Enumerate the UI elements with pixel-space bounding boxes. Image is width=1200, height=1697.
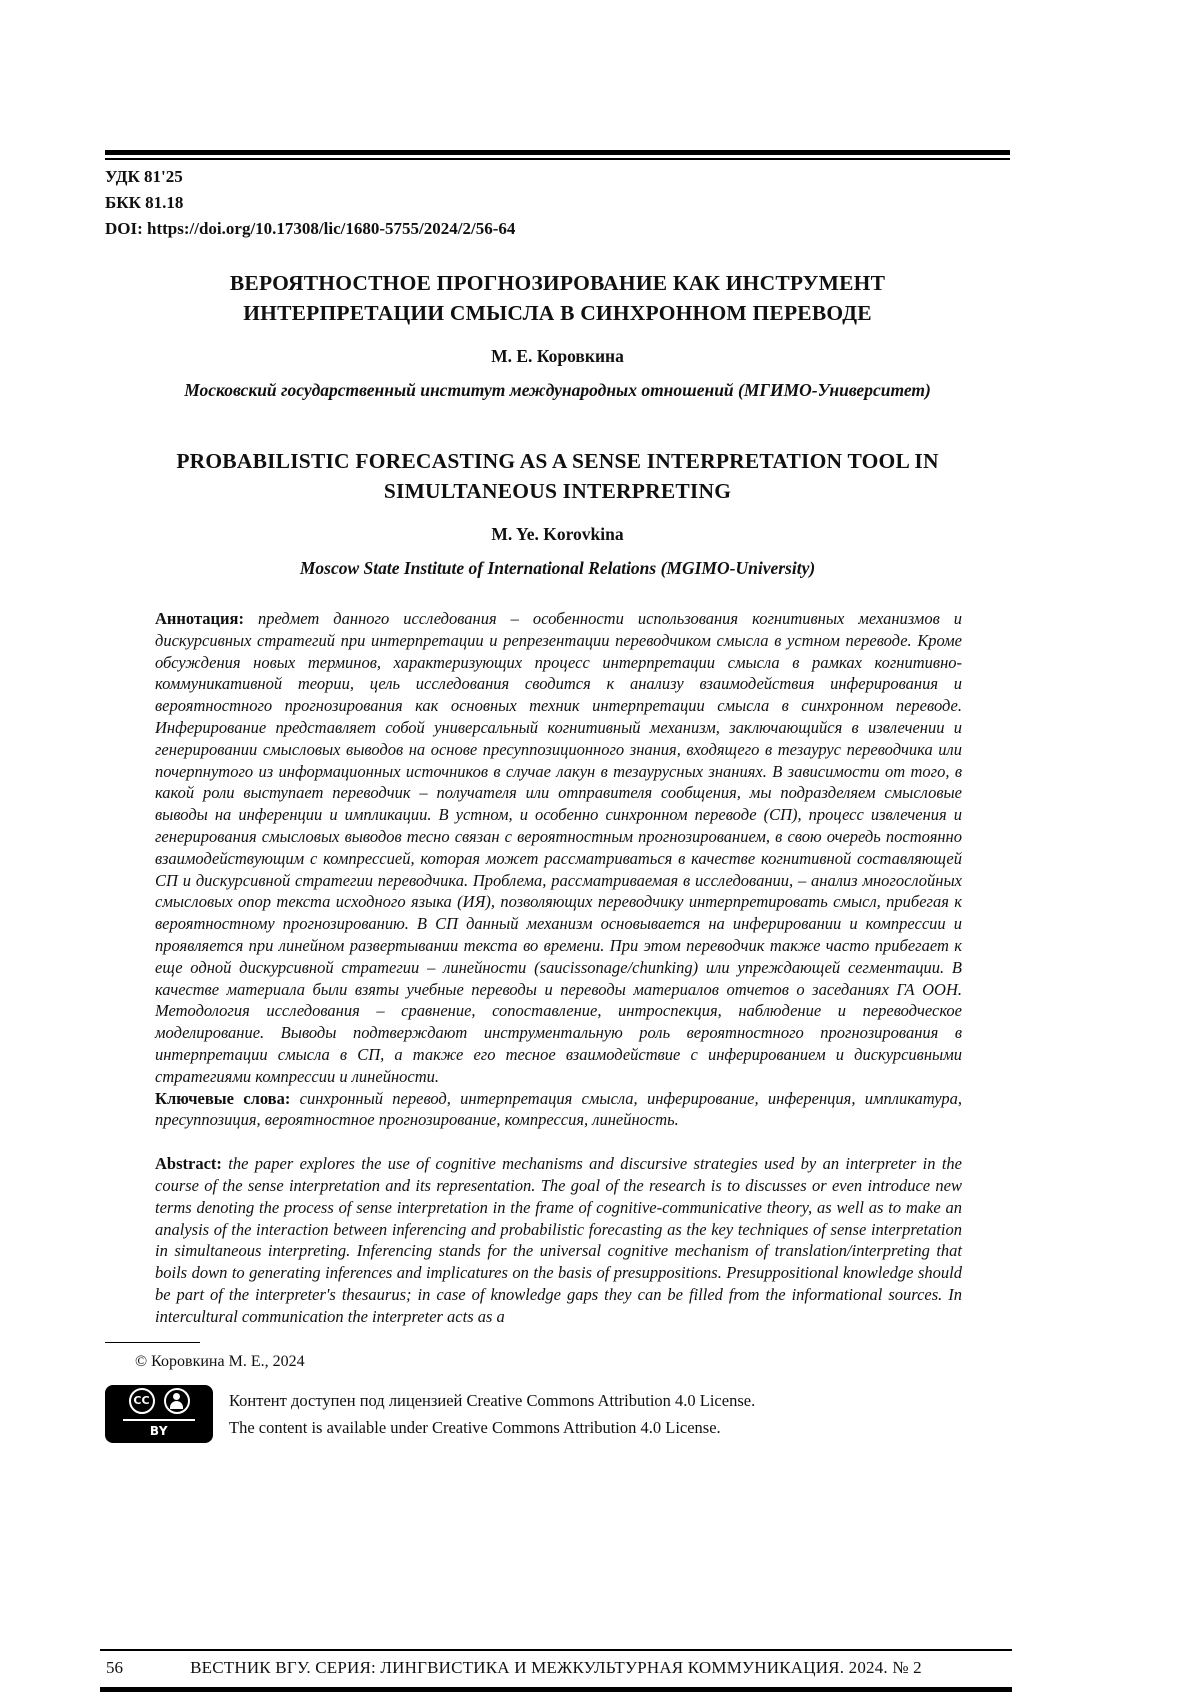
license-text: [229, 1387, 755, 1441]
license-row: [105, 1385, 1010, 1443]
footer-line: [100, 1649, 1012, 1687]
cc-by-badge: [105, 1385, 213, 1443]
article-meta: [105, 164, 1010, 242]
cc-icon-label: CC: [133, 1394, 150, 1407]
title-english: PROBABILISTIC FORECASTING AS A SENSE INTERPRETATION TOOL IN SIMULTANEOUS INTERPRETING: [176, 449, 939, 503]
cc-by-row: [123, 1419, 195, 1440]
annotation-label: Аннотация:: [155, 609, 244, 628]
title-russian: ВЕРОЯТНОСТНОЕ ПРОГНОЗИРОВАНИЕ КАК ИНСТРУМЕНТ ИНТЕРПРЕТАЦИИ СМЫСЛА В СИНХРОННОМ ПЕРЕВОДЕ: [229, 271, 886, 325]
journal-title: ВЕСТНИК ВГУ. СЕРИЯ: ЛИНГВИСТИКА И МЕЖКУЛЬТУРНАЯ КОММУНИКАЦИЯ. 2024. № 2: [190, 1658, 922, 1677]
bbk-code: БКК 81.18: [105, 193, 184, 212]
keywords-label: Ключевые слова:: [155, 1088, 291, 1108]
header-double-rule: [105, 150, 1010, 160]
affiliation-english: Moscow State Institute of International Relations (MGIMO-University): [299, 558, 816, 578]
footer-thick-rule: [100, 1687, 1012, 1692]
annotation-paragraph: [155, 608, 962, 1088]
affiliation-russian: Московский государственный институт международных отношений (МГИМО-Университет): [184, 380, 931, 400]
keywords-text: синхронный перевод, интерпретация смысла, инферирование, инференция, импликатура, пресуппозиция, вероятностное прогнозирование, компрессия, линейность.: [155, 1088, 962, 1130]
abstract-section: [105, 608, 1010, 1328]
license-line-ru: Контент доступен под лицензией Creative Commons Attribution 4.0 License.: [229, 1390, 756, 1410]
cc-by-label: BY: [149, 1423, 169, 1438]
cc-icon: [129, 1388, 155, 1414]
doi-line: DOI: https://doi.org/10.17308/lic/1680-5755/2024/2/56-64: [105, 219, 516, 238]
abstract-label: Abstract:: [155, 1154, 222, 1174]
annotation-text: предмет данного исследования – особенности использования когнитивных механизмов и дискурсивных стратегий при интерпретации и репрезентации переводчиком смысла в устном переводе. Кроме обсуждения новых терминов, характеризующих процесс интерпретации смысла в рамках когнитивно-коммуникативной теории, цель исследования сводится к анализу взаимодействия инферирования и вероятностного прогнозирования как основных техник интерпретации смысла в синхронном переводе. Инферирование представляет собой универсальный когнитивный механизм, заключающийся в извлечении и генерировании смысловых выводов на основе пресуппозиционного знания, входящего в тезаурус переводчика или почерпнутого из информационных источников в случае лакун в тезаурусных знаниях. В зависимости от того, в какой роли выступает переводчик – получателя или отправителя сообщения, мы подразделяем смысловые выводы на инференции и импликации. В устном, и особенно синхронном переводе (СП), процесс извлечения и генерирования смысловых выводов тесно связан с вероятностным прогнозированием, в свою очередь постоянно взаимодействующим с компрессией, которая может рассматриваться в качестве когнитивной составляющей СП и дискурсивной стратегии переводчика. Проблема, рассматриваемая в исследовании, – анализ многослойных смысловых опор текста исходного языка (ИЯ), позволяющих переводчику интерпретировать смысл, прибегая к вероятностному прогнозированию. В СП данный механизм основывается на инферировании и компрессии и проявляется при линейном развертывании текста во времени. При этом переводчик также часто прибегает к еще одной дискурсивной стратегии – линейности (saucissonage/chunking) или упреждающей сегментации. В качестве материала были взяты учебные переводы и переводы материалов отчетов о заседаниях ГА ООН. Методология исследования – сравнение, сопоставление, интроспекция, наблюдение и переводческое моделирование. Выводы подтверждают инструментальную роль вероятностного прогнозирования в интерпретации смысла в СП, а также его тесное взаимодействие с инферированием и дискурсивными стратегиями компрессии и линейности.: [155, 609, 963, 1086]
copyright-line: © Коровкина М. Е., 2024: [135, 1352, 305, 1370]
page-number: 56: [106, 1658, 123, 1677]
page-footer: [100, 1649, 1012, 1692]
abstract-text: the paper explores the use of cognitive mechanisms and discursive strategies used by an interpreter in the course of the sense interpretation and its representation. The goal of the research is to discusses or even introduce new terms denoting the process of sense interpretation in the frame of cognitive-communicative theory, as well as to make an analysis of the interaction between inferencing and probabilistic forecasting as the key techniques of sense interpretation in simultaneous interpreting. Inferencing stands for the universal cognitive mechanism of translation/interpreting that boils down to generating inferences and implicatures on the basis of presuppositions. Presuppositional knowledge should be part of the interpreter's thesaurus; in case of knowledge gaps they can be filled from the informational sources. In intercultural communication the interpreter acts as a: [155, 1154, 962, 1326]
license-line-en: The content is available under Creative Commons Attribution 4.0 License.: [229, 1417, 721, 1437]
author-english: M. Ye. Korovkina: [491, 524, 624, 544]
author-russian: М. Е. Коровкина: [491, 346, 624, 366]
cc-circles: [129, 1388, 190, 1414]
keywords-paragraph: [155, 1088, 962, 1132]
footnote-rule: [105, 1342, 200, 1343]
udc-code: УДК 81'25: [105, 167, 183, 186]
footnote-area: [105, 1342, 1010, 1443]
person-icon: [164, 1388, 190, 1414]
abstract-paragraph: [155, 1153, 962, 1327]
